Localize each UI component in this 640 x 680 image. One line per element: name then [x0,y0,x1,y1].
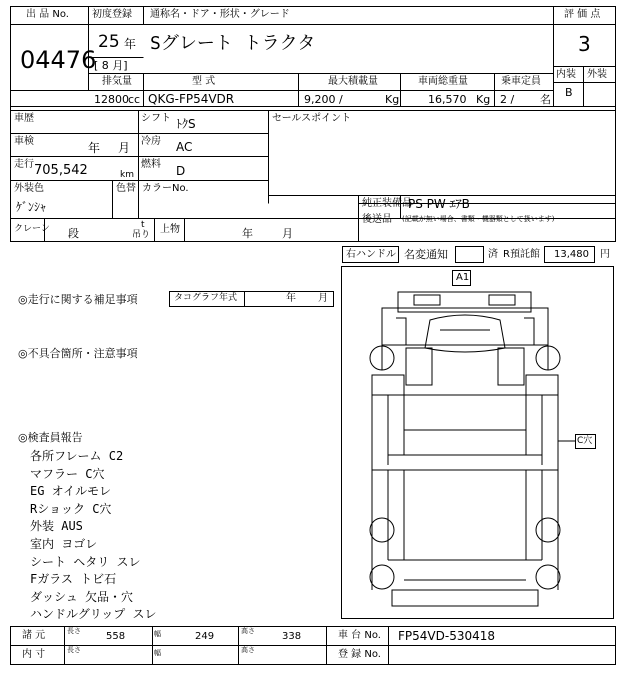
inspector-notes-list [30,448,157,624]
inspector-note: シート ヘタリ スレ [30,554,141,569]
interior-grade-label: 内装 [556,69,576,80]
lot-number-label: 出 品 No. [26,9,69,20]
height-label-2: 高さ [241,646,255,654]
damage-mark-a1: A1 [456,272,470,283]
chassis-number-label: 車 台 No. [338,630,381,641]
interior-dims-label: 内 寸 [22,649,46,660]
crane-ton: t [141,220,145,230]
fuel-label: 燃料 [141,159,161,170]
name-change-label: 名変通知 [404,248,448,261]
width-value: 249 [195,631,215,642]
exterior-grade-label: 外装 [587,69,607,80]
color-number-label: カラーNo. [142,183,189,194]
steering-side: 右ハンドル [346,249,396,260]
inspector-note: 室内 ヨゴレ [30,536,98,551]
interior-grade: B [565,86,573,99]
model-label: 型 式 [192,76,216,87]
damage-mark-c-hole: C穴 [577,436,593,446]
aftermarket-note: (記載が無い場合、書類・機器類として扱います) [402,215,555,223]
length-label: 長さ [67,627,81,635]
defects-heading: ◎不具合箇所・注意事項 [18,347,138,360]
inspector-note: ハンドルグリップ スレ [30,607,157,622]
equipment-label: 純正装備品 [362,198,412,209]
displacement-value: 12800 [94,93,129,106]
history-label: 車歴 [14,113,34,124]
chassis-number: FP54VD-530418 [398,629,495,643]
exterior-color-label: 外装色 [14,183,44,194]
inspector-report-heading: ◎検査員報告 [18,431,83,444]
inspection-year: 年 [88,141,101,155]
model-value: QKG-FP54VDR [148,92,235,106]
inspection-label: 車検 [14,136,34,147]
tachograph-label: タコグラフ年式 [174,293,238,303]
inspector-note: マフラー C穴 [30,466,105,481]
grade-value: 3 [578,32,591,56]
gross-weight-unit: Kg [476,93,491,106]
shift-value: ﾄｸS [176,117,196,131]
inspector-note: ダッシュ 欠品・穴 [30,589,133,604]
registration-month: [ 8 月] [94,59,128,72]
fuel-value: D [176,164,186,178]
registration-year: 25 [98,32,120,52]
grade-label: 評 価 点 [564,9,601,20]
height-value: 338 [282,631,302,642]
mileage-label: 走行 [14,159,34,170]
inspector-note: EG オイルモレ [30,484,112,499]
recycle-unit: 円 [600,249,610,260]
inspection-month: 月 [118,141,131,155]
color-change-label: 色替 [116,183,136,194]
gross-weight-value: 16,570 [428,93,467,106]
tachograph-year: 年 [286,293,296,304]
sales-point-label: セールスポイント [272,113,352,124]
recycle-amount: 13,480 [554,249,589,260]
max-load-value: 9,200 / [304,93,343,106]
upper-body-month: 月 [282,227,293,240]
mileage-value: 705,542 [34,163,88,178]
lot-number: 04476 [20,46,97,74]
vehicle-name-label: 通称名・ドア・形状・グレード [150,9,290,20]
registration-number-label: 登 録 No. [338,649,381,660]
driving-notes-heading: ◎走行に関する補足事項 [18,293,138,306]
shift-label: シフト [141,113,171,124]
crane-stage: 段 [68,227,79,240]
tachograph-month: 月 [318,293,328,304]
exterior-color-value: ｹﾞﾝｼｬ [16,200,47,214]
displacement-label: 排気量 [102,76,132,87]
inspector-note: 外装 AUS [30,519,83,534]
capacity-unit: 名 [540,93,551,106]
first-registration-label: 初度登録 [92,9,132,20]
upper-body-year: 年 [242,227,253,240]
vehicle-name: Sグレート トラクタ [150,33,316,54]
mileage-unit: km [120,170,134,180]
length-label-2: 長さ [67,646,81,654]
width-label-2: 幅 [154,649,161,657]
max-load-label: 最大積載量 [328,76,378,87]
capacity-value: 2 / [500,93,515,106]
width-label: 幅 [154,630,161,638]
truck-diagram [370,271,596,607]
deposit-status: 済 [488,249,498,260]
length-value: 558 [106,631,126,642]
registration-year-unit: 年 [124,37,137,51]
height-label: 高さ [241,627,255,635]
dimensions-label: 諸 元 [22,630,46,641]
capacity-label: 乗車定員 [501,76,541,87]
recycle-label: R預託館 [503,249,540,260]
inspector-note: Rショック C穴 [30,501,112,516]
inspector-note: Fガラス トビ石 [30,572,117,587]
gross-weight-label: 車両総重量 [418,76,468,87]
upper-body-label: 上物 [160,224,180,235]
displacement-unit: cc [128,93,141,106]
crane-label: クレーン [14,224,50,234]
aircon-label: 冷房 [141,136,161,147]
inspector-note: 各所フレーム C2 [30,449,124,463]
equipment-value: PS PW ｴｱB [408,197,470,211]
crane-lift: 吊り [132,230,151,240]
aftermarket-label: 後送品 [362,214,392,225]
max-load-unit: Kg [385,93,400,106]
aircon-value: AC [176,140,193,154]
